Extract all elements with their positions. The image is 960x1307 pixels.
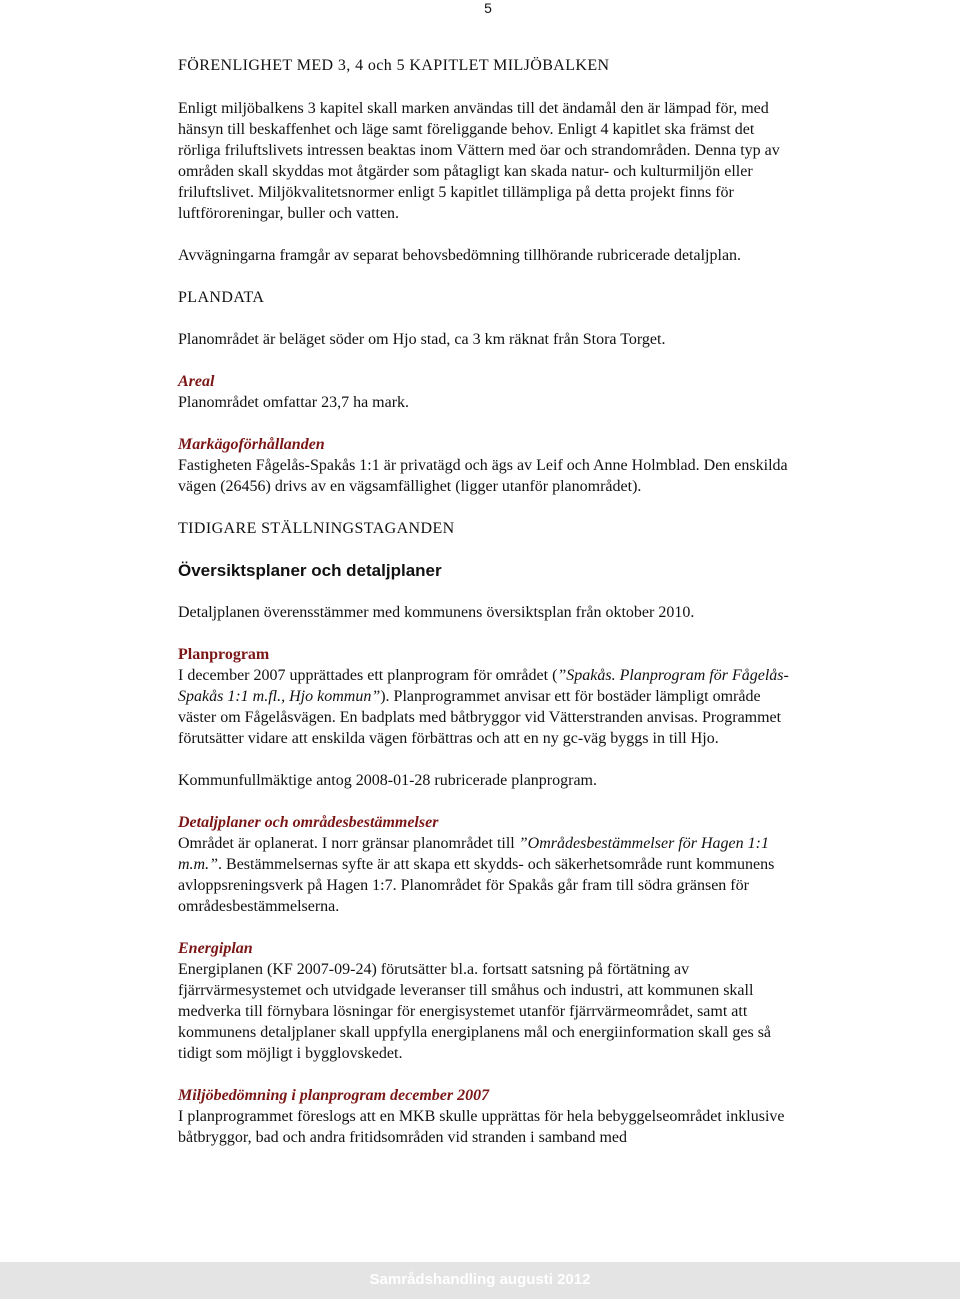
section-heading-tidigare: TIDIGARE STÄLLNINGSTAGANDEN [178,520,455,537]
detalj-title-italic: ”Områdesbestämmelser för Hagen 1:1 m.m.” [178,835,769,873]
paragraph-miljobalken: Enligt miljöbalkens 3 kapitel skall marken användas till det ändamål den är lämpad för, med hänsyn till beskaffenhet och läge samt föreliggande behov. Enligt 4 kapitlet ska främst det rörliga friluftslivets intressen beaktas inom Vättern med öar och strandområden. Denna typ av områden skall skyddas mot åtgärder som påtagligt kan skada natur- och kulturmiljön eller friluftslivet. Miljökvalitetsnormer enligt 5 kapitlet tillämpliga på detta projekt finns för luftföroreningar, buller och vatten. [178,100,780,222]
paragraph-markagoforhallanden: Fastigheten Fågelås-Spakås 1:1 är privatägd och ägs av Leif och Anne Holmblad. Den enskilda vägen (26456) drivs av en vägsamfällighet (ligger utanför planområdet). [178,457,788,495]
planprogram-text-start: I december 2007 upprättades ett planprogram för området ( [178,667,558,684]
paragraph-kommunfullmaktige: Kommunfullmäktige antog 2008-01-28 rubricerade planprogram. [178,772,597,789]
detalj-text-end: . Bestämmelsernas syfte är att skapa ett skydds- och säkerhetsområde runt kommunens avloppsreningsverk på Hagen 1:7. Planområdet för Spakås går fram till södra gränsen för områdesbestämmelserna. [178,856,775,915]
subheading-planprogram: Planprogram [178,646,270,663]
subheading-miljobedomning: Miljöbedömning i planprogram december 2007 [178,1087,490,1104]
section-heading-plandata: PLANDATA [178,289,265,306]
footer-text: Samrådshandling augusti 2012 [369,1271,591,1288]
paragraph-planomradet-lage: Planområdet är beläget söder om Hjo stad, ca 3 km räknat från Stora Torget. [178,331,666,348]
footer-bar [0,1262,960,1299]
detalj-text-start: Området är oplanerat. I norr gränsar planområdet till [178,835,519,852]
planprogram-title-italic: ”Spakås. Planprogram för Fågelås-Spakås 1:1 m.fl., Hjo kommun” [178,667,789,705]
planprogram-text-end: ). Planprogrammet anvisar ett för bostäder lämpligt område väster om Fågelåsvägen. En badplats med båtbryggor vid Vätterstranden anvisas. Programmet förutsätter vidare att enskilda vägen förbättras och att en ny gc-väg byggs in till Hjo. [178,688,782,747]
paragraph-energiplan: Energiplanen (KF 2007-09-24) förutsätter bl.a. fortsatt satsning på förtätning av fjärrvärmesystemet och utvidgade leveranser till småhus och industri, att kommunen skall medverka till förnybara lösningar för energisystemet utanför fjärrvärmeområdet, samt att kommunens detaljplaner skall uppfylla energiplanens mål och energiinformation skall ges så tidigt som möjligt i bygglovskedet. [178,961,772,1062]
page-number: 5 [484,0,492,16]
paragraph-avvagningar: Avvägningarna framgår av separat behovsbedömning tillhörande rubricerade detaljplan. [178,247,742,264]
subheading-energiplan: Energiplan [178,940,253,957]
subheading-markagoforhallanden: Markägoförhållanden [178,436,325,453]
paragraph-detaljplaner [178,833,790,917]
paragraph-oversiktsplan: Detaljplanen överensstämmer med kommunens översiktsplan från oktober 2010. [178,604,695,621]
subheading-oversiktsplaner: Översiktsplaner och detaljplaner [178,561,442,580]
paragraph-miljobedomning: I planprogrammet föreslogs att en MKB skulle upprättas för hela bebyggelseområdet inklusive båtbryggor, bad och andra fritidsområden vid stranden i samband med [178,1108,785,1146]
document-body [178,55,798,1148]
subheading-areal: Areal [178,373,215,390]
section-heading-forenlighet: FÖRENLIGHET MED 3, 4 och 5 KAPITLET MILJÖBALKEN [178,57,610,74]
paragraph-areal: Planområdet omfattar 23,7 ha mark. [178,394,410,411]
paragraph-planprogram [178,665,790,749]
subheading-detaljplaner: Detaljplaner och områdesbestämmelser [178,814,439,831]
